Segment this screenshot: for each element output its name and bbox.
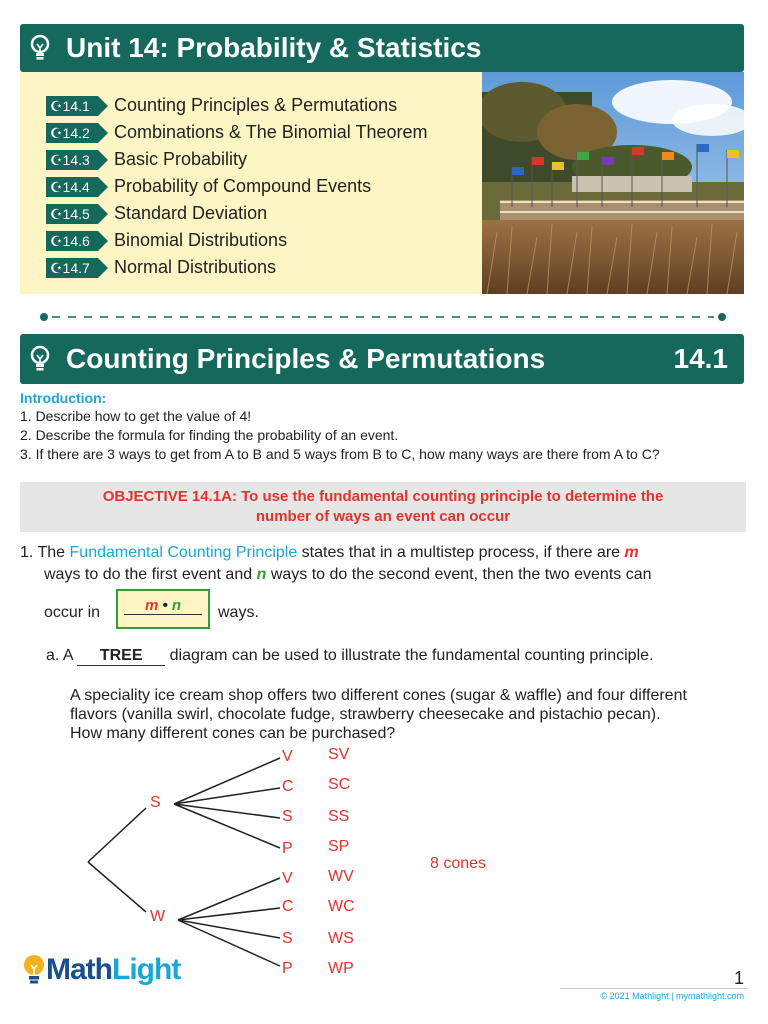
text: ways to do the first event and [44, 566, 253, 583]
toc-item[interactable] [46, 146, 482, 173]
lesson-title: Counting Principles & Permutations [66, 343, 546, 374]
lightbulb-icon [20, 24, 60, 72]
text: a. A [46, 647, 73, 664]
toc-topic: Basic Probability [114, 149, 248, 169]
unit-banner [20, 24, 744, 72]
answer-m: m [144, 597, 159, 614]
toc-badge: ☪14.7 [46, 258, 98, 278]
tree-leaf: P [282, 960, 293, 977]
tree-root-sugar: S [150, 794, 161, 811]
intro-question: 1. Describe how to get the value of 4! [20, 408, 252, 424]
variable-n: n [256, 566, 267, 583]
tree-blank: TREE [77, 647, 165, 666]
section-divider [38, 310, 728, 322]
lesson-banner [20, 334, 744, 384]
answer-blank-line [124, 614, 202, 615]
text: The [37, 544, 66, 561]
tree-leaf: C [282, 778, 294, 795]
toc-badge: ☪14.5 [46, 204, 98, 224]
ways-text: ways. [218, 604, 259, 621]
occur-in-text: occur in [44, 604, 101, 621]
objective-line: OBJECTIVE 14.1A: To use the fundamental counting principle to determine the [102, 488, 664, 505]
lightbulb-logo-icon [22, 953, 46, 987]
mathlight-logo [22, 950, 180, 990]
tree-outcome: WC [328, 898, 355, 915]
tree-outcome: WS [328, 930, 354, 947]
toc-item[interactable] [46, 200, 482, 227]
answer-m-times-n [118, 597, 208, 614]
answer-dot: • [158, 597, 172, 614]
toc-badge: ☪14.1 [46, 96, 98, 116]
toc-badge: ☪14.6 [46, 231, 98, 251]
toc-topic: Standard Deviation [114, 203, 268, 223]
toc-item[interactable] [46, 254, 482, 281]
lesson-number: 14.1 [673, 343, 728, 374]
toc-badge: ☪14.4 [46, 177, 98, 197]
toc-badge: ☪14.2 [46, 123, 98, 143]
objective-box [20, 482, 746, 532]
tree-outcome: SC [328, 776, 351, 793]
tree-total: 8 cones [430, 855, 487, 872]
tree-outcome: SV [328, 746, 350, 763]
answer-n: n [171, 597, 182, 614]
toc-item[interactable] [46, 173, 482, 200]
fcp-term: Fundamental Counting Principle [69, 544, 298, 561]
introduction-section [20, 390, 748, 464]
item-number: 1. [20, 544, 34, 561]
introduction-heading: Introduction: [20, 390, 107, 406]
tree-root-waffle: W [150, 908, 166, 925]
tree-leaf: S [282, 808, 293, 825]
toc-item[interactable] [46, 119, 482, 146]
problem-line: flavors (vanilla swirl, chocolate fudge, strawberry cheesecake and pistachio pecan). [70, 706, 661, 723]
unit-title: Unit 14: Probability & Statistics [66, 32, 482, 63]
tree-leaf: S [282, 930, 293, 947]
objective-line: number of ways an event can occur [255, 508, 511, 525]
toc-topic: Probability of Compound Events [114, 176, 372, 196]
corn-maze-photo [482, 72, 744, 294]
copyright-text: © 2021 Mathlight | mymathlight.com [600, 991, 744, 1001]
answer-box [116, 589, 210, 629]
text: ways to do the second event, then the two events can [270, 566, 652, 583]
fcp-statement [20, 542, 748, 586]
toc-item[interactable] [46, 227, 482, 254]
page-number: 1 [733, 968, 744, 988]
tree-leaf: C [282, 898, 294, 915]
lightbulb-icon [20, 334, 60, 384]
toc-badge: ☪14.3 [46, 150, 98, 170]
toc-topic: Normal Distributions [114, 257, 277, 277]
toc-topic: Binomial Distributions [114, 230, 288, 250]
tree-diagram [60, 740, 420, 980]
intro-question: 3. If there are 3 ways to get from A to B and 5 ways from B to C, how many ways are there from A to C? [20, 446, 660, 462]
tree-outcome: WV [328, 868, 354, 885]
logo-wordmark [46, 953, 180, 987]
tree-diagram-statement [46, 645, 653, 667]
problem-line: How many different cones can be purchased? [70, 725, 396, 742]
ice-cream-problem [70, 686, 750, 743]
tree-leaf: P [282, 840, 293, 857]
logo-math: Math [46, 953, 112, 986]
tree-leaf: V [282, 748, 293, 765]
toc-topic: Counting Principles & Permutations [114, 95, 398, 115]
toc-item[interactable] [46, 92, 482, 119]
unit-table-of-contents [20, 72, 482, 294]
problem-line: A speciality ice cream shop offers two different cones (sugar & waffle) and four different [70, 687, 687, 704]
text: diagram can be used to illustrate the fundamental counting principle. [169, 647, 654, 664]
tree-outcome: WP [328, 960, 354, 977]
variable-m: m [624, 544, 639, 561]
tree-leaf: V [282, 870, 293, 887]
text: states that in a multistep process, if there are [301, 544, 621, 561]
logo-light: Light [112, 953, 181, 986]
footer-rule [560, 988, 748, 989]
tree-outcome: SS [328, 808, 350, 825]
toc-topic: Combinations & The Binomial Theorem [114, 122, 428, 142]
tree-outcome: SP [328, 838, 350, 855]
intro-question: 2. Describe the formula for finding the probability of an event. [20, 427, 399, 443]
